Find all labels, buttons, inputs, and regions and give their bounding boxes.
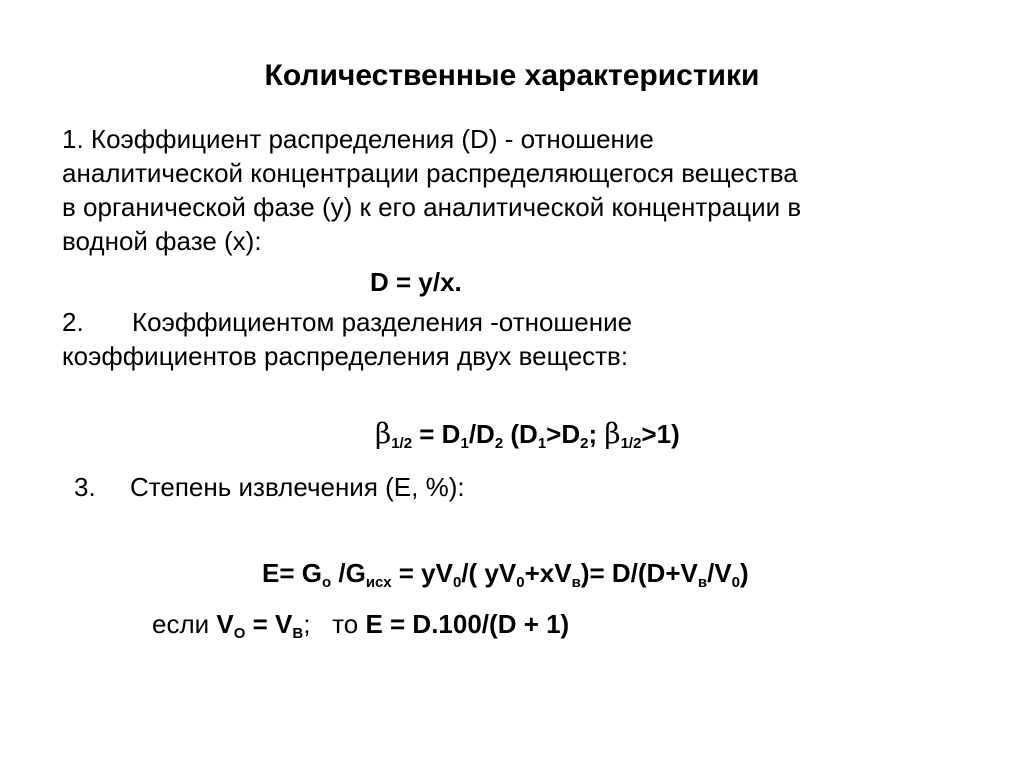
item-1-line-4: водной фазе (x): xyxy=(62,226,262,256)
item-2-line-2: коэффициентов распределения двух веществ: xyxy=(62,341,629,371)
subscript: 1 xyxy=(460,435,469,452)
subscript: 0 xyxy=(452,574,462,591)
condition-if-word: если xyxy=(152,609,217,639)
subscript: в xyxy=(571,574,581,591)
subscript: o xyxy=(321,574,332,591)
formula-part: = V xyxy=(245,609,293,639)
subscript: исх xyxy=(365,574,392,591)
formula-part: +xV xyxy=(524,558,572,588)
formula-part: (D xyxy=(503,419,538,449)
item-3-number: 3. xyxy=(74,472,96,502)
formula-part: ; xyxy=(588,419,605,449)
subscript: O xyxy=(233,625,246,642)
subscript: 2 xyxy=(580,435,589,452)
beta-symbol: β xyxy=(375,417,392,450)
subscript: B xyxy=(292,625,304,642)
item-1-text xyxy=(62,122,982,258)
item-1-number: 1. xyxy=(62,124,84,154)
formula-part: = D xyxy=(412,419,461,449)
beta-symbol: β xyxy=(604,417,621,450)
formula-part: /V xyxy=(707,558,732,588)
formula-part: >D xyxy=(546,419,581,449)
item-3-label: Степень извлечения (E, %): xyxy=(130,472,465,502)
condition-then-word: то xyxy=(332,609,366,639)
formula-condition xyxy=(152,607,569,641)
item-3-text xyxy=(74,470,994,504)
formula-distribution-coefficient: D = y/x. xyxy=(370,267,462,297)
formula-part: >1) xyxy=(641,419,680,449)
formula-separation-factor xyxy=(375,417,680,451)
formula-part: V xyxy=(216,609,234,639)
condition-result: E = D.100/(D + 1) xyxy=(365,609,570,639)
item-2-number: 2. xyxy=(62,307,84,337)
item-1-line-3: в органической фазе (y) к его аналитической концентрации в xyxy=(62,192,802,222)
subscript: 1/2 xyxy=(620,435,642,452)
item-2-line-1: Коэффициентом разделения -отношение xyxy=(132,307,633,337)
formula-part: /G xyxy=(331,558,366,588)
item-1-line-2: аналитической концентрации распределяющегося вещества xyxy=(62,158,798,188)
slide-title: Количественные характеристики xyxy=(264,59,760,92)
formula-part: = yV xyxy=(391,558,453,588)
item-2-text xyxy=(62,305,982,373)
subscript: 0 xyxy=(516,574,525,591)
subscript: 1/2 xyxy=(391,435,413,452)
item-1-line-1: Коэффициент распределения (D) - отношение xyxy=(90,124,654,154)
subscript: 2 xyxy=(494,435,504,452)
formula-extraction-degree xyxy=(262,556,749,590)
subscript: 1 xyxy=(537,435,547,452)
subscript: 0 xyxy=(731,574,741,591)
formula-part: E= G xyxy=(262,558,322,588)
formula-part: /D xyxy=(468,419,495,449)
formula-part: ) xyxy=(740,558,749,588)
condition-semicolon: ; xyxy=(303,609,311,639)
formula-part: )= D/(D+V xyxy=(580,558,698,588)
subscript: в xyxy=(697,574,708,591)
formula-part: /( yV xyxy=(461,558,517,588)
